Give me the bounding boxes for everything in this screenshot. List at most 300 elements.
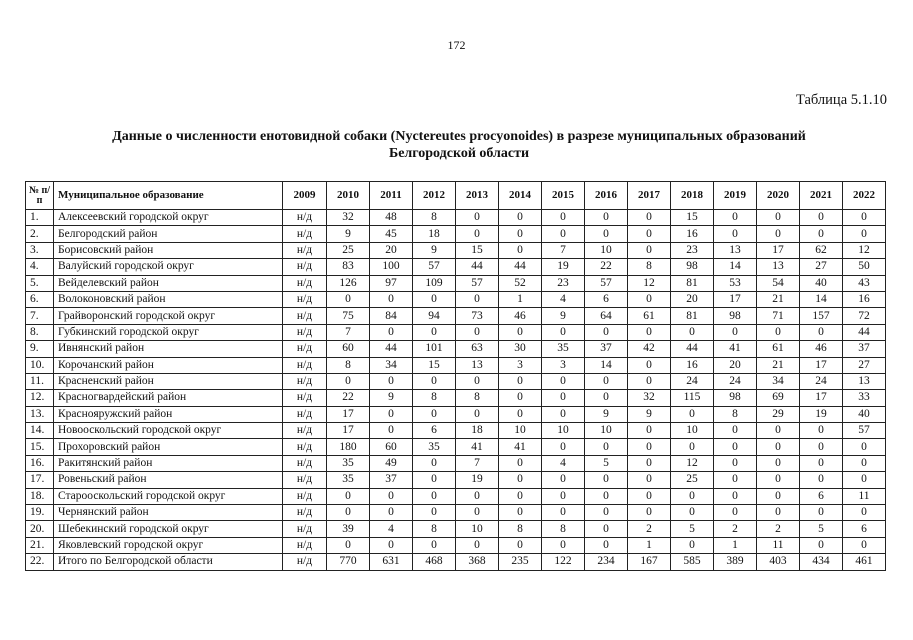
value-cell: 0 <box>628 226 671 242</box>
value-cell: 12 <box>628 275 671 291</box>
value-cell: 1 <box>714 537 757 553</box>
table-row <box>26 275 886 291</box>
table-row <box>26 537 886 553</box>
value-cell: 0 <box>628 373 671 389</box>
value-cell: 0 <box>714 226 757 242</box>
column-header-year: 2018 <box>671 182 714 210</box>
value-cell: 0 <box>628 439 671 455</box>
value-cell: 24 <box>714 373 757 389</box>
value-cell: 0 <box>499 324 542 340</box>
value-cell: 0 <box>714 423 757 439</box>
value-cell: 0 <box>671 324 714 340</box>
value-cell: 0 <box>413 373 456 389</box>
value-cell: 41 <box>499 439 542 455</box>
column-header-municipality: Муниципальное образование <box>54 182 283 210</box>
value-cell: н/д <box>283 554 327 570</box>
value-cell: 16 <box>671 226 714 242</box>
value-cell: 0 <box>843 439 886 455</box>
table-row <box>26 406 886 422</box>
municipality-cell: Борисовский район <box>54 242 283 258</box>
row-number-cell: 21. <box>26 537 54 553</box>
value-cell: 13 <box>456 357 499 373</box>
value-cell: 0 <box>800 439 843 455</box>
value-cell: 54 <box>757 275 800 291</box>
value-cell: 37 <box>843 341 886 357</box>
table-body <box>26 210 886 571</box>
value-cell: 0 <box>800 210 843 226</box>
value-cell: 4 <box>370 521 413 537</box>
value-cell: 16 <box>843 291 886 307</box>
value-cell: 44 <box>843 324 886 340</box>
value-cell: 57 <box>585 275 628 291</box>
value-cell: 0 <box>585 537 628 553</box>
table-row <box>26 308 886 324</box>
value-cell: 0 <box>413 291 456 307</box>
value-cell: 48 <box>370 210 413 226</box>
value-cell: 7 <box>456 455 499 471</box>
municipality-cell: Белгородский район <box>54 226 283 242</box>
value-cell: н/д <box>283 210 327 226</box>
value-cell: 585 <box>671 554 714 570</box>
municipality-cell: Краснояружский район <box>54 406 283 422</box>
value-cell: 14 <box>800 291 843 307</box>
table-row <box>26 439 886 455</box>
value-cell: 0 <box>628 455 671 471</box>
value-cell: 4 <box>542 455 585 471</box>
value-cell: 0 <box>542 406 585 422</box>
value-cell: 60 <box>327 341 370 357</box>
value-cell: 0 <box>628 357 671 373</box>
value-cell: н/д <box>283 357 327 373</box>
value-cell: 34 <box>370 357 413 373</box>
table-row <box>26 455 886 471</box>
value-cell: 10 <box>585 242 628 258</box>
value-cell: 0 <box>757 226 800 242</box>
value-cell: 0 <box>800 455 843 471</box>
value-cell: 13 <box>757 259 800 275</box>
value-cell: н/д <box>283 324 327 340</box>
value-cell: 0 <box>542 537 585 553</box>
value-cell: 0 <box>499 226 542 242</box>
value-cell: н/д <box>283 439 327 455</box>
value-cell: 180 <box>327 439 370 455</box>
value-cell: 7 <box>542 242 585 258</box>
value-cell: 0 <box>757 455 800 471</box>
value-cell: 21 <box>757 357 800 373</box>
value-cell: 17 <box>714 291 757 307</box>
value-cell: 94 <box>413 308 456 324</box>
value-cell: 0 <box>327 537 370 553</box>
value-cell: 0 <box>456 488 499 504</box>
value-cell: 0 <box>499 242 542 258</box>
value-cell: 9 <box>585 406 628 422</box>
value-cell: 5 <box>671 521 714 537</box>
value-cell: 389 <box>714 554 757 570</box>
value-cell: 0 <box>413 537 456 553</box>
municipality-cell: Прохоровский район <box>54 439 283 455</box>
value-cell: 71 <box>757 308 800 324</box>
value-cell: 109 <box>413 275 456 291</box>
value-cell: 100 <box>370 259 413 275</box>
value-cell: 46 <box>499 308 542 324</box>
population-table <box>25 181 886 571</box>
value-cell: 0 <box>671 488 714 504</box>
value-cell: 23 <box>671 242 714 258</box>
value-cell: 0 <box>542 324 585 340</box>
value-cell: 5 <box>800 521 843 537</box>
value-cell: 8 <box>628 259 671 275</box>
value-cell: 0 <box>843 472 886 488</box>
table-row <box>26 554 886 570</box>
value-cell: 0 <box>843 505 886 521</box>
value-cell: 0 <box>499 505 542 521</box>
value-cell: 0 <box>542 505 585 521</box>
value-cell: н/д <box>283 341 327 357</box>
value-cell: 0 <box>413 406 456 422</box>
value-cell: 0 <box>370 537 413 553</box>
row-number-cell: 12. <box>26 390 54 406</box>
value-cell: 17 <box>327 406 370 422</box>
value-cell: н/д <box>283 472 327 488</box>
value-cell: 44 <box>370 341 413 357</box>
value-cell: 13 <box>843 373 886 389</box>
row-number-cell: 16. <box>26 455 54 471</box>
value-cell: 42 <box>628 341 671 357</box>
value-cell: 98 <box>671 259 714 275</box>
value-cell: 2 <box>628 521 671 537</box>
value-cell: 0 <box>671 406 714 422</box>
value-cell: 0 <box>800 537 843 553</box>
value-cell: 0 <box>628 324 671 340</box>
row-number-cell: 7. <box>26 308 54 324</box>
value-cell: 8 <box>413 390 456 406</box>
value-cell: 44 <box>499 259 542 275</box>
municipality-cell: Шебекинский городской округ <box>54 521 283 537</box>
municipality-cell: Ивнянский район <box>54 341 283 357</box>
document-title-line-1: Данные о численности енотовидной собаки (Nyctereutes procyonoides) в разрезе муниципальных образований <box>112 129 806 144</box>
value-cell: 27 <box>800 259 843 275</box>
value-cell: 69 <box>757 390 800 406</box>
value-cell: 0 <box>843 226 886 242</box>
table-row <box>26 210 886 226</box>
value-cell: 0 <box>757 439 800 455</box>
municipality-cell: Красненский район <box>54 373 283 389</box>
value-cell: 0 <box>714 455 757 471</box>
value-cell: 72 <box>843 308 886 324</box>
value-cell: 52 <box>499 275 542 291</box>
value-cell: 0 <box>585 505 628 521</box>
column-header-year: 2019 <box>714 182 757 210</box>
value-cell: 15 <box>413 357 456 373</box>
column-header-year: 2011 <box>370 182 413 210</box>
value-cell: 20 <box>714 357 757 373</box>
value-cell: 97 <box>370 275 413 291</box>
value-cell: 0 <box>413 472 456 488</box>
value-cell: 10 <box>671 423 714 439</box>
value-cell: 122 <box>542 554 585 570</box>
value-cell: 9 <box>370 390 413 406</box>
value-cell: 11 <box>757 537 800 553</box>
value-cell: 0 <box>499 472 542 488</box>
value-cell: 0 <box>800 505 843 521</box>
value-cell: 10 <box>542 423 585 439</box>
value-cell: 0 <box>327 291 370 307</box>
municipality-cell: Ракитянский район <box>54 455 283 471</box>
value-cell: 126 <box>327 275 370 291</box>
row-number-cell: 15. <box>26 439 54 455</box>
value-cell: 21 <box>757 291 800 307</box>
row-number-cell: 8. <box>26 324 54 340</box>
value-cell: 35 <box>542 341 585 357</box>
value-cell: 19 <box>542 259 585 275</box>
table-row <box>26 324 886 340</box>
value-cell: 0 <box>585 226 628 242</box>
value-cell: 0 <box>542 390 585 406</box>
table-row <box>26 423 886 439</box>
column-header-year: 2013 <box>456 182 499 210</box>
value-cell: 14 <box>585 357 628 373</box>
value-cell: 62 <box>800 242 843 258</box>
value-cell: 0 <box>757 505 800 521</box>
value-cell: н/д <box>283 423 327 439</box>
value-cell: 39 <box>327 521 370 537</box>
value-cell: 468 <box>413 554 456 570</box>
value-cell: 434 <box>800 554 843 570</box>
table-row <box>26 505 886 521</box>
row-number-cell: 19. <box>26 505 54 521</box>
value-cell: 2 <box>757 521 800 537</box>
value-cell: 8 <box>413 521 456 537</box>
value-cell: 0 <box>714 505 757 521</box>
row-number-cell: 11. <box>26 373 54 389</box>
value-cell: 0 <box>499 390 542 406</box>
value-cell: н/д <box>283 259 327 275</box>
value-cell: 1 <box>499 291 542 307</box>
value-cell: 81 <box>671 275 714 291</box>
value-cell: 235 <box>499 554 542 570</box>
value-cell: 20 <box>671 291 714 307</box>
value-cell: 0 <box>628 472 671 488</box>
value-cell: 0 <box>542 210 585 226</box>
value-cell: 34 <box>757 373 800 389</box>
value-cell: 57 <box>843 423 886 439</box>
value-cell: 5 <box>585 455 628 471</box>
table-row <box>26 521 886 537</box>
value-cell: 0 <box>671 439 714 455</box>
value-cell: 0 <box>800 472 843 488</box>
value-cell: 0 <box>585 324 628 340</box>
value-cell: 24 <box>671 373 714 389</box>
value-cell: 50 <box>843 259 886 275</box>
value-cell: 0 <box>800 324 843 340</box>
value-cell: 8 <box>714 406 757 422</box>
table-row <box>26 472 886 488</box>
column-header-year: 2014 <box>499 182 542 210</box>
value-cell: 0 <box>542 439 585 455</box>
value-cell: 0 <box>714 210 757 226</box>
value-cell: 15 <box>456 242 499 258</box>
municipality-cell: Корочанский район <box>54 357 283 373</box>
value-cell: 0 <box>413 488 456 504</box>
value-cell: 0 <box>456 406 499 422</box>
value-cell: 0 <box>628 505 671 521</box>
document-title <box>60 128 858 162</box>
value-cell: 35 <box>413 439 456 455</box>
value-cell: 9 <box>413 242 456 258</box>
row-number-cell: 9. <box>26 341 54 357</box>
value-cell: 35 <box>327 472 370 488</box>
row-number-cell: 5. <box>26 275 54 291</box>
value-cell: 19 <box>456 472 499 488</box>
table-row <box>26 226 886 242</box>
value-cell: 45 <box>370 226 413 242</box>
row-number-cell: 22. <box>26 554 54 570</box>
value-cell: н/д <box>283 275 327 291</box>
value-cell: 22 <box>585 259 628 275</box>
row-number-cell: 18. <box>26 488 54 504</box>
municipality-cell: Вейделевский район <box>54 275 283 291</box>
value-cell: 81 <box>671 308 714 324</box>
value-cell: 0 <box>456 291 499 307</box>
value-cell: 9 <box>327 226 370 242</box>
value-cell: 7 <box>327 324 370 340</box>
municipality-cell: Валуйский городской округ <box>54 259 283 275</box>
value-cell: н/д <box>283 226 327 242</box>
value-cell: 18 <box>456 423 499 439</box>
value-cell: 17 <box>800 390 843 406</box>
value-cell: 234 <box>585 554 628 570</box>
municipality-cell: Красногвардейский район <box>54 390 283 406</box>
municipality-cell: Чернянский район <box>54 505 283 521</box>
value-cell: 41 <box>714 341 757 357</box>
value-cell: н/д <box>283 537 327 553</box>
value-cell: 14 <box>714 259 757 275</box>
value-cell: 0 <box>714 439 757 455</box>
table-header-row <box>26 182 886 210</box>
column-header-year: 2010 <box>327 182 370 210</box>
value-cell: 1 <box>628 537 671 553</box>
value-cell: 0 <box>499 488 542 504</box>
column-header-year: 2021 <box>800 182 843 210</box>
value-cell: 9 <box>628 406 671 422</box>
value-cell: 10 <box>499 423 542 439</box>
value-cell: 13 <box>714 242 757 258</box>
value-cell: 8 <box>456 390 499 406</box>
value-cell: 0 <box>370 324 413 340</box>
value-cell: 0 <box>585 488 628 504</box>
value-cell: 0 <box>456 226 499 242</box>
value-cell: н/д <box>283 242 327 258</box>
municipality-cell: Грайворонский городской округ <box>54 308 283 324</box>
value-cell: 44 <box>456 259 499 275</box>
value-cell: 63 <box>456 341 499 357</box>
value-cell: 0 <box>714 324 757 340</box>
value-cell: 30 <box>499 341 542 357</box>
value-cell: 10 <box>456 521 499 537</box>
column-header-year: 2012 <box>413 182 456 210</box>
municipality-cell: Волоконовский район <box>54 291 283 307</box>
value-cell: 0 <box>843 537 886 553</box>
value-cell: 0 <box>542 488 585 504</box>
value-cell: 0 <box>585 373 628 389</box>
value-cell: 0 <box>542 373 585 389</box>
row-number-cell: 17. <box>26 472 54 488</box>
value-cell: 0 <box>370 505 413 521</box>
row-number-cell: 1. <box>26 210 54 226</box>
row-number-cell: 14. <box>26 423 54 439</box>
value-cell: 0 <box>757 472 800 488</box>
value-cell: 98 <box>714 308 757 324</box>
table-row <box>26 488 886 504</box>
column-header-year: 2017 <box>628 182 671 210</box>
value-cell: 403 <box>757 554 800 570</box>
value-cell: н/д <box>283 406 327 422</box>
value-cell: 60 <box>370 439 413 455</box>
value-cell: 0 <box>499 537 542 553</box>
value-cell: 0 <box>671 505 714 521</box>
value-cell: 12 <box>671 455 714 471</box>
page-number: 172 <box>447 38 466 52</box>
value-cell: 631 <box>370 554 413 570</box>
table-row <box>26 390 886 406</box>
value-cell: 0 <box>542 226 585 242</box>
value-cell: 0 <box>327 488 370 504</box>
value-cell: 35 <box>327 455 370 471</box>
value-cell: 0 <box>757 210 800 226</box>
value-cell: 0 <box>413 324 456 340</box>
value-cell: 0 <box>585 210 628 226</box>
value-cell: н/д <box>283 505 327 521</box>
value-cell: 0 <box>456 210 499 226</box>
municipality-cell: Губкинский городской округ <box>54 324 283 340</box>
value-cell: 17 <box>327 423 370 439</box>
value-cell: 75 <box>327 308 370 324</box>
value-cell: н/д <box>283 521 327 537</box>
value-cell: 19 <box>800 406 843 422</box>
value-cell: 46 <box>800 341 843 357</box>
value-cell: 44 <box>671 341 714 357</box>
value-cell: 17 <box>800 357 843 373</box>
value-cell: н/д <box>283 488 327 504</box>
row-number-cell: 2. <box>26 226 54 242</box>
value-cell: 770 <box>327 554 370 570</box>
value-cell: 0 <box>843 455 886 471</box>
value-cell: 25 <box>327 242 370 258</box>
value-cell: 73 <box>456 308 499 324</box>
value-cell: 57 <box>456 275 499 291</box>
table-caption: Таблица 5.1.10 <box>795 92 887 108</box>
value-cell: 0 <box>628 242 671 258</box>
value-cell: 0 <box>628 423 671 439</box>
column-header-year: 2016 <box>585 182 628 210</box>
municipality-cell: Новооскольский городской округ <box>54 423 283 439</box>
value-cell: 461 <box>843 554 886 570</box>
value-cell: 0 <box>714 472 757 488</box>
value-cell: 43 <box>843 275 886 291</box>
value-cell: 3 <box>542 357 585 373</box>
value-cell: 0 <box>499 210 542 226</box>
value-cell: 0 <box>757 423 800 439</box>
value-cell: 0 <box>456 373 499 389</box>
value-cell: 29 <box>757 406 800 422</box>
value-cell: 25 <box>671 472 714 488</box>
value-cell: 17 <box>757 242 800 258</box>
value-cell: 0 <box>456 537 499 553</box>
value-cell: 41 <box>456 439 499 455</box>
value-cell: 0 <box>413 455 456 471</box>
value-cell: 10 <box>585 423 628 439</box>
value-cell: 22 <box>327 390 370 406</box>
